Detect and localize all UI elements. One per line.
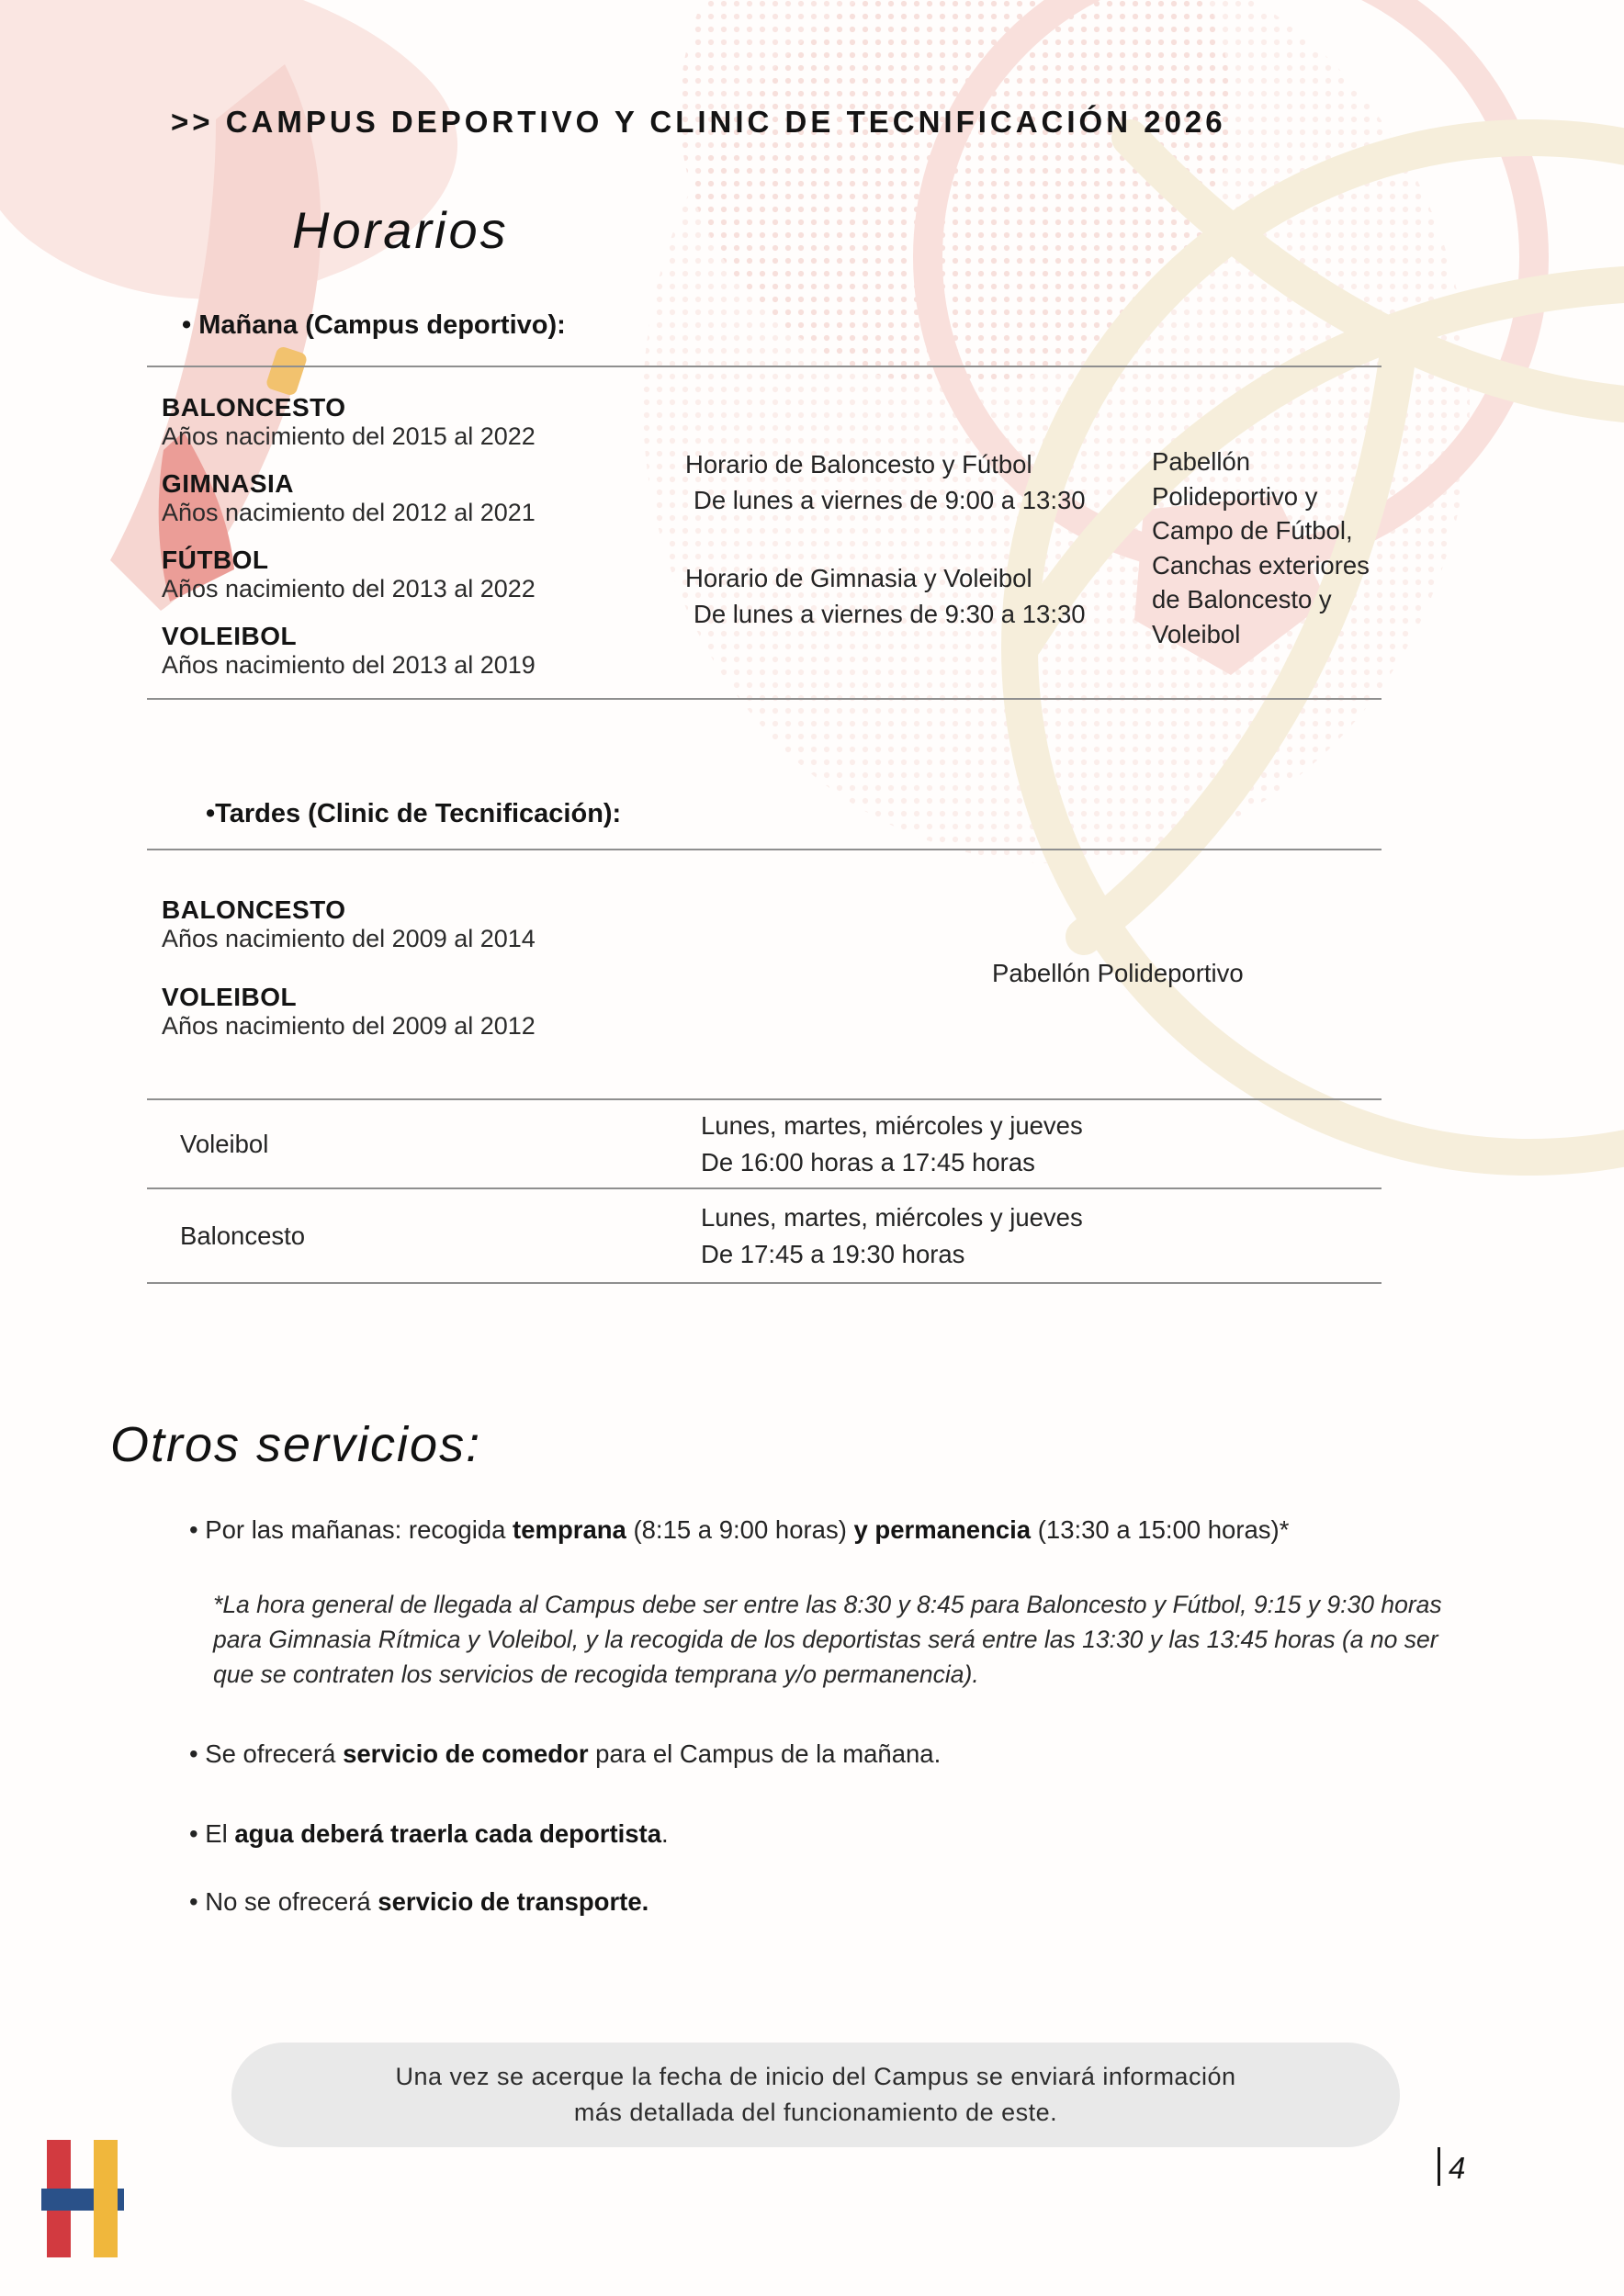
row-time: De 16:00 horas a 17:45 horas — [701, 1147, 1035, 1176]
schedule-time: De lunes a viernes de 9:30 a 13:30 — [694, 600, 1086, 628]
afternoon-info-table — [147, 849, 1382, 1098]
service-bullet-transporte: • No se ofrecerá servicio de transporte. — [189, 1887, 649, 1916]
sport-name: GIMNASIA — [162, 469, 294, 498]
row-schedule — [701, 1108, 1083, 1181]
page-number — [1438, 2147, 1465, 2186]
sport-ages: Años nacimiento del 2009 al 2014 — [162, 925, 536, 952]
page-title: Horarios — [292, 201, 509, 259]
row-days: Lunes, martes, miércoles y jueves — [701, 1202, 1083, 1232]
afternoon-location: Pabellón Polideportivo — [992, 959, 1244, 987]
table-row-baloncesto — [147, 1189, 1382, 1284]
afternoon-schedule-rows — [147, 1098, 1382, 1284]
sport-ages: Años nacimiento del 2015 al 2022 — [162, 422, 536, 450]
schedule-baloncesto-futbol — [685, 446, 1086, 518]
service-bullet-recogida: • Por las mañanas: recogida temprana (8:15 a 9:00 horas) y permanencia (13:30 a 15:00 horas)* — [189, 1515, 1290, 1544]
sport-name: FÚTBOL — [162, 546, 269, 574]
morning-sport-baloncesto — [162, 393, 536, 450]
sport-name: BALONCESTO — [162, 895, 346, 924]
row-days: Lunes, martes, miércoles y jueves — [701, 1110, 1083, 1140]
morning-schedule-table — [147, 366, 1382, 700]
morning-sport-gimnasia — [162, 469, 536, 526]
table-row-voleibol — [147, 1100, 1382, 1189]
service-bullet-agua: • El agua deberá traerla cada deportista. — [189, 1819, 669, 1848]
row-sport-label: Voleibol — [180, 1129, 269, 1158]
morning-section-heading: • Mañana (Campus deportivo): — [182, 310, 566, 340]
schedule-time: De lunes a viernes de 9:00 a 13:30 — [694, 486, 1086, 514]
schedule-title: Horario de Gimnasia y Voleibol — [685, 564, 1032, 592]
other-services-heading: Otros servicios: — [110, 1417, 482, 1472]
sport-ages: Años nacimiento del 2013 al 2022 — [162, 575, 536, 602]
sport-name: VOLEIBOL — [162, 622, 298, 650]
sport-name: VOLEIBOL — [162, 983, 298, 1011]
afternoon-sport-baloncesto — [162, 895, 536, 952]
row-schedule — [701, 1199, 1083, 1273]
afternoon-sport-voleibol — [162, 983, 536, 1040]
morning-location: Pabellón Polideportivo y Campo de Fútbol, Canchas exteriores de Baloncesto y Voleibol — [1152, 447, 1370, 648]
morning-sport-voleibol — [162, 622, 536, 679]
services-note: *La hora general de llegada al Campus debe ser entre las 8:30 y 8:45 para Baloncesto y Fútbol, 9:15 y 9:30 horas para Gimnasia Rítmica y Voleibol, y la recogida de los deportistas será entre las 13:30 y las 13:45 horas (a no ser que se contraten los servicios de recogida temprana y/o permanencia). — [213, 1591, 1442, 1688]
sport-name: BALONCESTO — [162, 393, 346, 422]
info-pill-line2: más detallada del funcionamiento de este. — [573, 2099, 1058, 2126]
schedule-title: Horario de Baloncesto y Fútbol — [685, 450, 1032, 478]
document-header: >> CAMPUS DEPORTIVO Y CLINIC DE TECNIFICACIÓN 2026 — [171, 105, 1226, 139]
schedule-gimnasia-voleibol — [685, 560, 1086, 632]
morning-sport-futbol — [162, 546, 536, 602]
club-logo — [41, 2140, 126, 2257]
row-time: De 17:45 a 19:30 horas — [701, 1239, 965, 1268]
sport-ages: Años nacimiento del 2012 al 2021 — [162, 499, 536, 526]
service-bullet-comedor: • Se ofrecerá servicio de comedor para el Campus de la mañana. — [189, 1739, 942, 1768]
page-number-value: 4 — [1449, 2151, 1466, 2185]
sport-ages: Años nacimiento del 2009 al 2012 — [162, 1012, 536, 1040]
info-pill — [231, 2043, 1400, 2147]
row-sport-label: Baloncesto — [180, 1221, 306, 1250]
info-pill-line1: Una vez se acerque la fecha de inicio del Campus se enviará información — [395, 2063, 1236, 2090]
afternoon-section-heading: •Tardes (Clinic de Tecnificación): — [206, 799, 622, 828]
sport-ages: Años nacimiento del 2013 al 2019 — [162, 651, 536, 679]
